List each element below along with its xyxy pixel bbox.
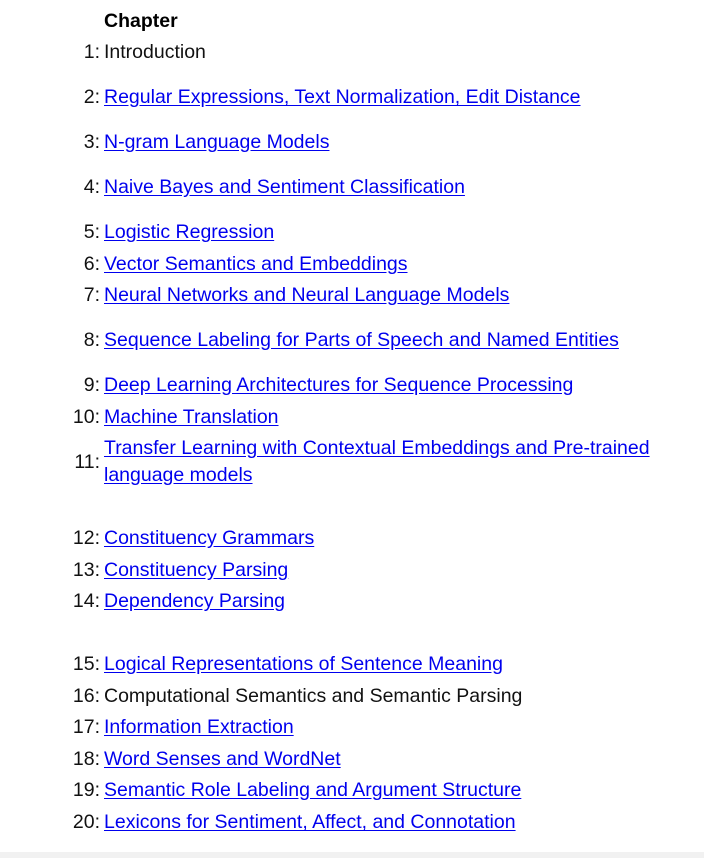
chapter-number: 13:	[72, 559, 100, 581]
chapter-link[interactable]: N-gram Language Models	[104, 131, 330, 153]
chapter-number: 16:	[72, 685, 100, 707]
chapter-link[interactable]: Logical Representations of Sentence Meaning	[104, 653, 503, 675]
chapter-link[interactable]: Neural Networks and Neural Language Models	[104, 284, 510, 306]
chapter-link[interactable]: Information Extraction	[104, 716, 294, 738]
chapter-link[interactable]: Semantic Role Labeling and Argument Structure	[104, 779, 522, 801]
chapter-link[interactable]: Lexicons for Sentiment, Affect, and Connotation	[104, 811, 516, 833]
chapter-number: 18:	[72, 748, 100, 770]
chapter-number: 12:	[72, 527, 100, 549]
bottom-edge	[0, 852, 704, 858]
chapter-link[interactable]: Vector Semantics and Embeddings	[104, 253, 408, 275]
chapter-number: 14:	[72, 590, 100, 612]
chapter-link[interactable]: Constituency Parsing	[104, 559, 289, 581]
chapter-number: 9:	[83, 374, 100, 396]
chapter-number: 1:	[83, 41, 100, 63]
chapter-link[interactable]: Dependency Parsing	[104, 590, 286, 612]
chapter-link[interactable]: Naive Bayes and Sentiment Classification	[104, 176, 465, 198]
chapter-number: 10:	[72, 406, 100, 428]
chapter-number: 8:	[83, 329, 100, 351]
chapter-link[interactable]: Transfer Learning with Contextual Embeddings and Pre-trained language models	[104, 437, 650, 486]
chapter-number: 6:	[83, 253, 100, 275]
chapter-number: 5:	[83, 221, 100, 243]
chapter-link[interactable]: Sequence Labeling for Parts of Speech and Named Entities	[104, 329, 619, 351]
chapter-number: 11:	[74, 451, 100, 473]
chapter-number: 19:	[72, 779, 100, 801]
chapter-link[interactable]: Regular Expressions, Text Normalization, Edit Distance	[104, 86, 581, 108]
chapter-number: 2:	[83, 86, 100, 108]
chapter-column-header: Chapter	[104, 10, 178, 32]
chapter-link[interactable]: Logistic Regression	[104, 221, 275, 243]
chapter-link[interactable]: Word Senses and WordNet	[104, 748, 341, 770]
chapter-number: 17:	[72, 716, 100, 738]
chapter-number: 7:	[83, 284, 100, 306]
chapter-number: 15:	[72, 653, 100, 675]
chapter-title: Computational Semantics and Semantic Parsing	[104, 685, 523, 707]
chapter-title: Introduction	[104, 41, 206, 63]
chapter-link[interactable]: Constituency Grammars	[104, 527, 315, 549]
chapter-number: 20:	[72, 811, 100, 833]
chapter-number: 3:	[83, 131, 100, 153]
chapter-number: 4:	[83, 176, 100, 198]
chapter-link[interactable]: Deep Learning Architectures for Sequence Processing	[104, 374, 574, 396]
chapter-link[interactable]: Machine Translation	[104, 406, 279, 428]
